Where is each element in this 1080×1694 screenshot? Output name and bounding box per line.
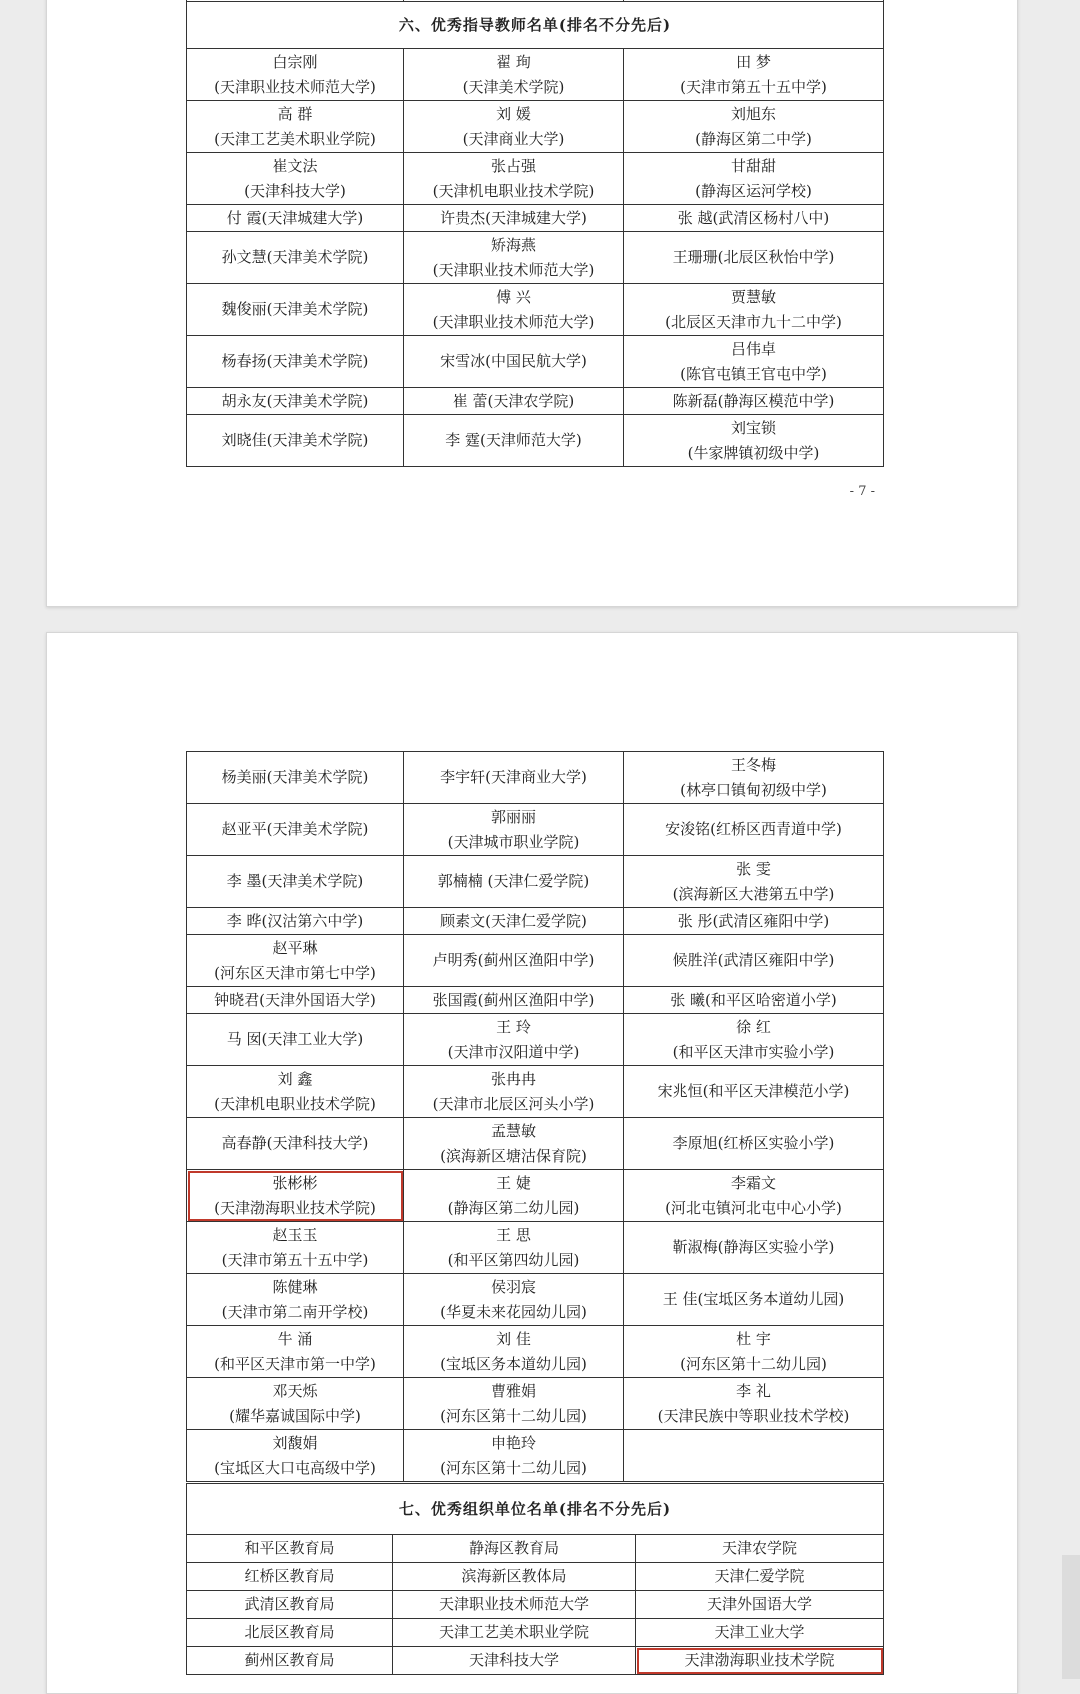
table-cell [624, 205, 884, 232]
table-row [187, 935, 884, 987]
cell-name: 天津职业技术师范大学 [438, 1595, 589, 1613]
table-cell [404, 804, 624, 856]
cell-affiliation: (天津职业技术师范大学) [214, 77, 376, 96]
highlighted-cell [636, 1647, 884, 1675]
cell-affiliation: (天津市第二南开学校) [221, 1302, 369, 1321]
cell-name: 傅 兴 [496, 287, 531, 306]
table-row [187, 987, 884, 1014]
cell-affiliation: (天津美术学院) [462, 77, 565, 96]
cell-affiliation: (宝坻区大口屯高级中学) [214, 1458, 376, 1477]
cell-affiliation: (耀华嘉诚国际中学) [229, 1406, 361, 1425]
cell-name: 贾慧敏 [730, 287, 776, 306]
table-cell [624, 1326, 884, 1378]
table-row [187, 336, 884, 388]
table-cell [187, 1430, 404, 1482]
table-cell [624, 1066, 884, 1118]
cell-affiliation: (陈官屯镇王官屯中学) [680, 364, 827, 383]
table-cell [393, 1619, 636, 1647]
cell-affiliation: (天津商业大学) [462, 129, 565, 148]
table-cell [187, 415, 404, 467]
table-cell [187, 205, 404, 232]
table-cell [624, 1274, 884, 1326]
table-cell [624, 388, 884, 415]
cell-name: 郭楠楠 (天津仁爱学院) [437, 872, 590, 890]
cell-name: 杨美丽(天津美术学院) [221, 768, 369, 786]
table-cell [404, 415, 624, 467]
cell-name: 王珊珊(北辰区秋怡中学) [672, 248, 835, 266]
table-cell [624, 336, 884, 388]
table-cell [404, 49, 624, 101]
table-row [187, 1647, 884, 1675]
table-cell [624, 1014, 884, 1066]
table-cell [404, 856, 624, 908]
cell-name: 张 越(武清区杨村八中) [677, 208, 830, 227]
table-row [187, 49, 884, 101]
table-cell [404, 284, 624, 336]
table-cell [404, 1014, 624, 1066]
cell-affiliation: (静海区第二中学) [695, 129, 812, 148]
table-cell [404, 752, 624, 804]
cell-affiliation: (天津职业技术师范大学) [432, 260, 595, 279]
cell-name: 顾素文(天津仁爱学院) [440, 911, 587, 930]
cell-affiliation: (河北屯镇河北屯中心小学) [665, 1198, 842, 1217]
table-cell [404, 1170, 624, 1222]
cell-name: 和平区教育局 [244, 1539, 335, 1557]
table-row [187, 752, 884, 804]
cell-affiliation: (河东区第十二幼儿园) [680, 1354, 827, 1373]
table-cell [393, 1647, 636, 1675]
cell-name: 赵亚平(天津美术学院) [221, 820, 369, 838]
cell-name: 刘 佳 [496, 1329, 531, 1348]
cell-name: 刘馥娟 [272, 1433, 318, 1452]
cell-name: 许贵杰(天津城建大学) [440, 208, 587, 227]
cell-name: 李 晔(汉沽第六中学) [226, 911, 364, 930]
table-cell [624, 1222, 884, 1274]
cell-affiliation: (天津机电职业技术学院) [214, 1094, 376, 1113]
table-cell [404, 1274, 624, 1326]
cell-name: 张彬彬 [272, 1173, 318, 1192]
table-cell [636, 1563, 884, 1591]
table-row [187, 1326, 884, 1378]
cell-name: 陈新磊(静海区模范中学) [672, 391, 835, 410]
cell-name: 张 曦(和平区哈密道小学) [670, 990, 837, 1009]
cell-name: 张占强 [490, 156, 536, 175]
cell-name: 牛 涌 [277, 1329, 313, 1348]
table-cell [404, 1118, 624, 1170]
table-row [187, 205, 884, 232]
cell-name: 红桥区教育局 [244, 1567, 335, 1585]
table-row [187, 1535, 884, 1563]
table-cell [187, 987, 404, 1014]
table-cell [187, 1326, 404, 1378]
table-row [187, 1591, 884, 1619]
cell-affiliation: (天津市汉阳道中学) [447, 1042, 580, 1061]
table-row [187, 1014, 884, 1066]
cell-name: 付 霞(天津城建大学) [226, 208, 364, 227]
cell-name: 崔文法 [272, 156, 318, 175]
cell-name: 赵平琳 [272, 938, 318, 957]
table-cell [393, 1535, 636, 1563]
table-cell [187, 284, 404, 336]
cell-affiliation: (河东区天津市第七中学) [214, 963, 376, 982]
table-cell [624, 908, 884, 935]
cell-name: 李原旭(红桥区实验小学) [672, 1134, 835, 1152]
teacher-table-part2 [186, 751, 884, 1482]
cell-name: 天津仁爱学院 [714, 1567, 805, 1585]
table-cell [187, 908, 404, 935]
table-row [187, 1378, 884, 1430]
table-cell [187, 1014, 404, 1066]
table-row [187, 856, 884, 908]
cell-name: 李宇轩(天津商业大学) [440, 768, 587, 786]
cell-name: 宋雪冰(中国民航大学) [440, 352, 587, 370]
cell-name: 刘旭东 [730, 104, 776, 123]
table-cell [187, 935, 404, 987]
table-cell [404, 336, 624, 388]
cell-name: 高春静(天津科技大学) [221, 1134, 369, 1152]
table-cell [624, 1378, 884, 1430]
table-cell [404, 1430, 624, 1482]
table-cell [404, 205, 624, 232]
cell-name: 王 佳(宝坻区务本道幼儿园) [662, 1290, 845, 1308]
table-cell [187, 336, 404, 388]
cell-name: 孙文慧(天津美术学院) [221, 248, 369, 266]
table-row [187, 1563, 884, 1591]
cell-name: 天津工艺美术职业学院 [438, 1623, 589, 1641]
cell-affiliation: (天津工艺美术职业学院) [214, 129, 376, 148]
table-cell [393, 1591, 636, 1619]
table-row [187, 1118, 884, 1170]
cell-name: 安浚铭(红桥区西青道中学) [665, 820, 842, 838]
cell-name: 李霜文 [730, 1173, 776, 1192]
cell-name: 蓟州区教育局 [244, 1651, 335, 1669]
cell-name: 王冬梅 [730, 755, 776, 774]
cell-name: 吕伟卓 [730, 339, 776, 358]
table-cell [636, 1591, 884, 1619]
table-cell [404, 1326, 624, 1378]
section-6-title: 六、优秀指导教师名单(排名不分先后) [187, 2, 884, 49]
cell-affiliation: (河东区第十二幼儿园) [440, 1406, 587, 1425]
table-cell [187, 856, 404, 908]
document-page-7 [46, 0, 1018, 607]
table-row [187, 908, 884, 935]
cell-name: 北辰区教育局 [244, 1623, 335, 1641]
cell-affiliation: (牛家牌镇初级中学) [687, 443, 820, 462]
cell-name: 天津渤海职业技术学院 [684, 1651, 835, 1669]
cell-affiliation: (滨海新区塘沽保育院) [440, 1146, 587, 1165]
table-row [187, 284, 884, 336]
table-cell [624, 153, 884, 205]
table-cell [187, 1591, 393, 1619]
cell-affiliation: (天津职业技术师范大学) [432, 312, 595, 331]
cell-name: 静海区教育局 [468, 1539, 559, 1557]
table-cell [624, 856, 884, 908]
table-row [187, 415, 884, 467]
cell-affiliation: (和平区天津市第一中学) [214, 1354, 376, 1373]
cell-name: 武清区教育局 [244, 1595, 335, 1613]
cell-name: 王 婕 [496, 1173, 531, 1192]
table-cell [624, 232, 884, 284]
table-cell [187, 1066, 404, 1118]
cell-name: 赵玉玉 [272, 1225, 318, 1244]
table-cell [624, 49, 884, 101]
cell-name: 李 礼 [736, 1381, 771, 1400]
cell-name: 刘宝锁 [730, 418, 776, 437]
cell-name: 李 霆(天津师范大学) [445, 431, 582, 449]
cell-name: 张国霞(蓟州区渔阳中学) [432, 990, 595, 1009]
table-cell [187, 101, 404, 153]
cell-name: 崔 蕾(天津农学院) [452, 391, 575, 410]
table-cell [624, 101, 884, 153]
cell-affiliation: (和平区天津市实验小学) [672, 1042, 835, 1061]
cell-affiliation: (天津市第五十五中学) [680, 77, 827, 96]
cell-name: 王 玲 [496, 1017, 531, 1036]
table-cell [404, 1222, 624, 1274]
table-row [187, 1274, 884, 1326]
cell-name: 郭丽丽 [490, 807, 536, 826]
cell-name: 曹雅娟 [490, 1381, 536, 1400]
cell-name: 孟慧敏 [490, 1121, 536, 1140]
cell-name: 天津科技大学 [468, 1651, 559, 1669]
cell-affiliation: (天津市北辰区河头小学) [432, 1094, 595, 1113]
table-cell [187, 1118, 404, 1170]
cell-name: 天津工业大学 [714, 1623, 805, 1641]
table-cell [187, 49, 404, 101]
cell-affiliation: (天津机电职业技术学院) [432, 181, 595, 200]
table-cell [187, 1378, 404, 1430]
table-cell [624, 935, 884, 987]
cell-affiliation: (宝坻区务本道幼儿园) [440, 1354, 587, 1373]
table-cell [624, 987, 884, 1014]
table-cell [624, 804, 884, 856]
table-cell [404, 232, 624, 284]
cell-name: 滨海新区教体局 [461, 1567, 567, 1585]
table-cell [624, 1430, 884, 1482]
table-row [187, 1430, 884, 1482]
table-cell [187, 1274, 404, 1326]
table-cell [404, 908, 624, 935]
cell-name: 马 囡(天津工业大学) [226, 1030, 364, 1048]
cell-name: 张冉冉 [490, 1069, 536, 1088]
page-number: - 7 - [849, 484, 875, 499]
cell-affiliation: (和平区第四幼儿园) [447, 1250, 580, 1269]
table-cell [624, 752, 884, 804]
table-cell [187, 1647, 393, 1675]
highlighted-cell [187, 1170, 404, 1222]
table-row [187, 101, 884, 153]
cell-name: 魏俊丽(天津美术学院) [221, 300, 369, 318]
table-row [187, 1170, 884, 1222]
cell-affiliation: (静海区运河学校) [695, 181, 812, 200]
cell-name: 田 梦 [736, 52, 771, 71]
table-cell [404, 153, 624, 205]
table-cell [187, 804, 404, 856]
cell-name: 卢明秀(蓟州区渔阳中学) [432, 951, 595, 969]
cell-name: 张 彤(武清区雍阳中学) [677, 911, 830, 930]
cell-name: 矫海燕 [490, 235, 536, 254]
table-row [187, 232, 884, 284]
cell-name: 翟 珣 [496, 52, 531, 71]
cell-name: 刘 鑫 [277, 1069, 313, 1088]
cell-name: 陈健琳 [272, 1277, 318, 1296]
cell-name: 邓天烁 [272, 1381, 318, 1400]
table-cell [187, 752, 404, 804]
table-row [187, 1222, 884, 1274]
cell-affiliation: (天津城市职业学院) [447, 832, 580, 851]
cell-name: 候胜洋(武清区雍阳中学) [672, 951, 835, 969]
cell-affiliation: (林亭口镇甸初级中学) [680, 780, 827, 799]
cell-name: 胡永友(天津美术学院) [221, 391, 369, 410]
table-row [187, 1619, 884, 1647]
table-cell [404, 1066, 624, 1118]
table-cell [393, 1563, 636, 1591]
table-cell [636, 1619, 884, 1647]
table-row [187, 388, 884, 415]
table-row [187, 153, 884, 205]
cell-affiliation: (静海区第二幼儿园) [447, 1198, 580, 1217]
cell-affiliation: (北辰区天津市九十二中学) [665, 312, 842, 331]
cell-affiliation: (华夏未来花园幼儿园) [440, 1302, 587, 1321]
table-cell [187, 232, 404, 284]
cell-name: 申艳玲 [490, 1433, 536, 1452]
table-cell [624, 415, 884, 467]
cell-name: 刘 媛 [496, 104, 531, 123]
cell-name: 钟晓君(天津外国语大学) [214, 990, 376, 1009]
table-cell [187, 1222, 404, 1274]
cell-name: 天津农学院 [722, 1539, 798, 1557]
table-cell [624, 1118, 884, 1170]
table-cell [404, 987, 624, 1014]
cell-name: 杜 宇 [736, 1329, 771, 1348]
cell-affiliation: (天津科技大学) [244, 181, 346, 200]
table-cell [404, 935, 624, 987]
cell-name: 侯羽宸 [490, 1277, 536, 1296]
table-cell [187, 388, 404, 415]
cell-name: 王 思 [496, 1225, 531, 1244]
document-page-8 [46, 632, 1018, 1694]
cell-name: 徐 红 [736, 1017, 771, 1036]
table-cell [624, 284, 884, 336]
scrollbar[interactable] [1062, 1555, 1080, 1679]
cell-name: 靳淑梅(静海区实验小学) [672, 1238, 835, 1256]
table-row [187, 1066, 884, 1118]
cell-name: 高 群 [277, 104, 313, 123]
cell-name: 刘晓佳(天津美术学院) [221, 431, 369, 449]
cell-name: 杨春扬(天津美术学院) [221, 352, 369, 370]
cell-affiliation: (河东区第十二幼儿园) [440, 1458, 587, 1477]
table-cell [636, 1535, 884, 1563]
cell-affiliation: (天津市第五十五中学) [221, 1250, 369, 1269]
table-cell [404, 1378, 624, 1430]
cell-name: 天津外国语大学 [707, 1595, 813, 1613]
cell-name: 李 墨(天津美术学院) [226, 872, 364, 890]
cell-name: 宋兆恒(和平区天津模范小学) [657, 1082, 850, 1100]
table-cell [404, 101, 624, 153]
table-row [187, 804, 884, 856]
organization-table [186, 1483, 884, 1675]
cell-name: 白宗刚 [272, 52, 318, 71]
table-cell [624, 1170, 884, 1222]
table-cell [187, 1563, 393, 1591]
cell-affiliation: (滨海新区大港第五中学) [672, 884, 835, 903]
cell-affiliation: (天津渤海职业技术学院) [214, 1198, 376, 1217]
table-cell [187, 153, 404, 205]
table-cell [187, 1535, 393, 1563]
table-cell [404, 388, 624, 415]
teacher-table-part1 [186, 0, 884, 467]
cell-name: 甘甜甜 [730, 156, 776, 175]
table-cell [187, 1619, 393, 1647]
cell-affiliation: (天津民族中等职业技术学校) [657, 1406, 850, 1425]
section-7-title: 七、优秀组织单位名单(排名不分先后) [187, 1484, 884, 1535]
cell-name: 张 雯 [736, 859, 771, 878]
